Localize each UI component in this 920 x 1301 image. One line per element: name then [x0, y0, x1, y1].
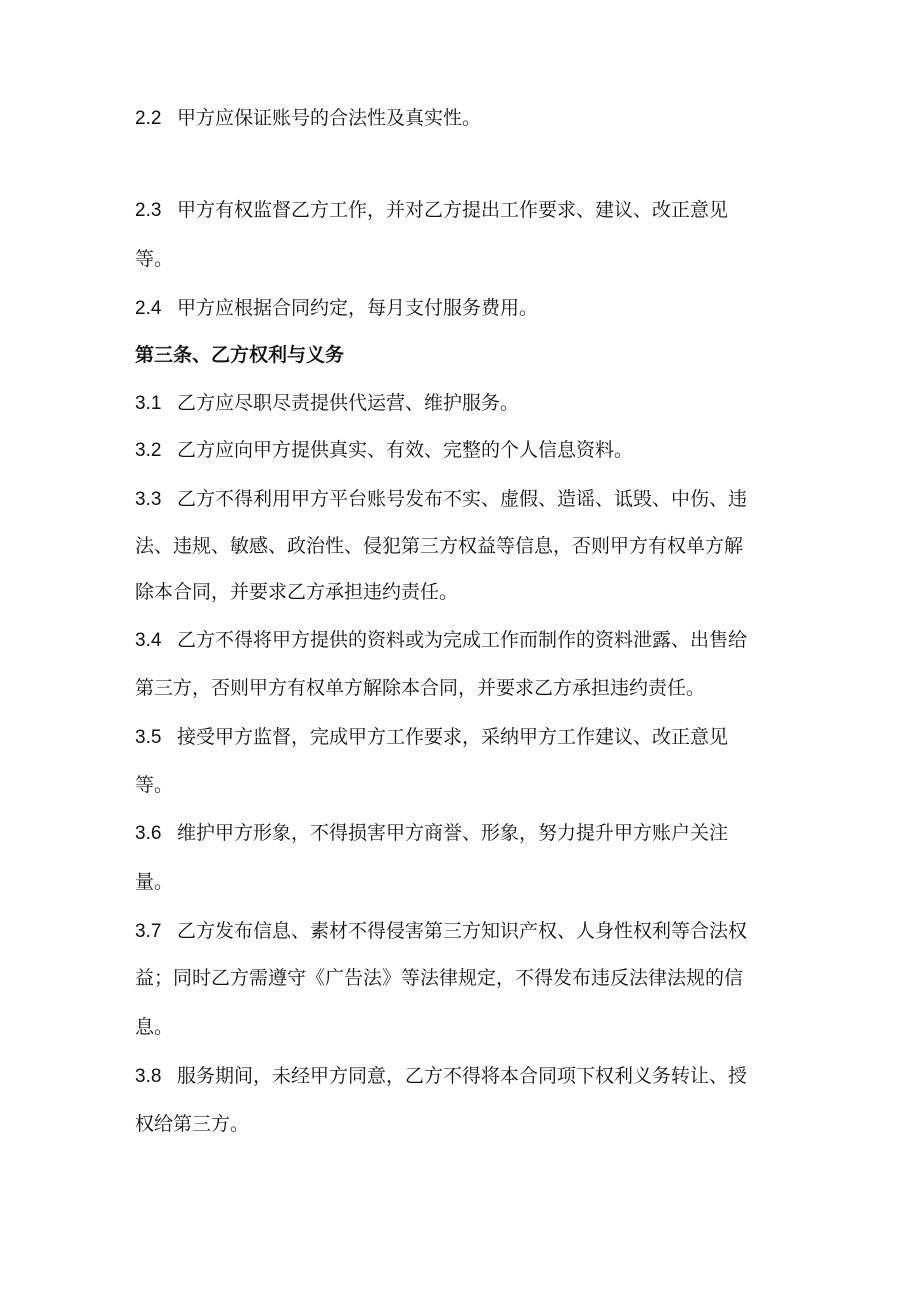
clause-text: 乙方不得利用甲方平台账号发布不实、虚假、造谣、诋毁、中伤、违	[177, 488, 748, 510]
clause-text: 维护甲方形象，不得损害甲方商誉、形象，努力提升甲方账户关注	[177, 822, 729, 844]
clause-number: 3.3	[135, 489, 162, 510]
clause-text: 接受甲方监督，完成甲方工作要求，采纳甲方工作建议、改正意见	[177, 726, 729, 748]
clause-3-8-line-1	[135, 1064, 795, 1088]
clause-3-7-line-3	[135, 1015, 795, 1039]
clause-text: 乙方发布信息、素材不得侵害第三方知识产权、人身性权利等合法权	[177, 920, 748, 942]
clause-text: 等。	[135, 774, 174, 796]
clause-text: 甲方有权监督乙方工作，并对乙方提出工作要求、建议、改正意见	[177, 199, 729, 221]
clause-2-3-line-2	[135, 247, 795, 271]
clause-text: 除本合同，并要求乙方承担违约责任。	[135, 581, 459, 603]
clause-number: 3.1	[135, 393, 162, 414]
section-heading: 第三条、乙方权利与义务	[135, 344, 345, 366]
clause-text: 权给第三方。	[135, 1113, 250, 1135]
clause-3-1-line-1	[135, 391, 795, 415]
clause-text: 甲方应保证账号的合法性及真实性。	[177, 107, 482, 129]
clause-3-4-line-2	[135, 676, 795, 700]
clause-number: 3.7	[135, 921, 162, 942]
clause-number: 3.5	[135, 727, 162, 748]
clause-3-3-line-3	[135, 580, 795, 604]
clause-number: 3.2	[135, 440, 162, 461]
clause-2-3-line-1	[135, 198, 795, 222]
clause-number: 3.6	[135, 823, 162, 844]
clause-3-3-line-1	[135, 487, 795, 511]
clause-3-5-line-2	[135, 773, 795, 797]
clause-text: 乙方应尽职尽责提供代运营、维护服务。	[177, 392, 520, 414]
clause-text: 等。	[135, 248, 174, 270]
clause-text: 乙方应向甲方提供真实、有效、完整的个人信息资料。	[177, 439, 634, 461]
clause-number: 2.2	[135, 108, 162, 129]
clause-number: 2.3	[135, 200, 162, 221]
clause-number: 2.4	[135, 298, 162, 319]
clause-text: 服务期间，未经甲方同意，乙方不得将本合同项下权利义务转让、授	[177, 1065, 748, 1087]
clause-text: 息。	[135, 1016, 174, 1038]
clause-2-4-line-1	[135, 296, 795, 320]
clause-text: 益；同时乙方需遵守《广告法》等法律规定，不得发布违反法律法规的信	[135, 967, 744, 989]
clause-2-2-line-1	[135, 106, 795, 130]
clause-3-6-line-2	[135, 870, 795, 894]
clause-number: 3.8	[135, 1066, 162, 1087]
clause-text: 乙方不得将甲方提供的资料或为完成工作而制作的资料泄露、出售给	[177, 629, 748, 651]
clause-3-2-line-1	[135, 438, 795, 462]
clause-number: 3.4	[135, 630, 162, 651]
clause-text: 法、违规、敏感、政治性、侵犯第三方权益等信息，否则甲方有权单方解	[135, 535, 744, 557]
clause-3-5-line-1	[135, 725, 795, 749]
clause-3-3-line-2	[135, 534, 795, 558]
clause-3-7-line-2	[135, 966, 795, 990]
clause-text: 甲方应根据合同约定，每月支付服务费用。	[177, 297, 539, 319]
clause-3-4-line-1	[135, 628, 795, 652]
clause-3-6-line-1	[135, 821, 795, 845]
clause-3-8-line-2	[135, 1112, 795, 1136]
clause-text: 量。	[135, 871, 174, 893]
clause-text: 第三方，否则甲方有权单方解除本合同，并要求乙方承担违约责任。	[135, 677, 706, 699]
clause-3-7-line-1	[135, 919, 795, 943]
